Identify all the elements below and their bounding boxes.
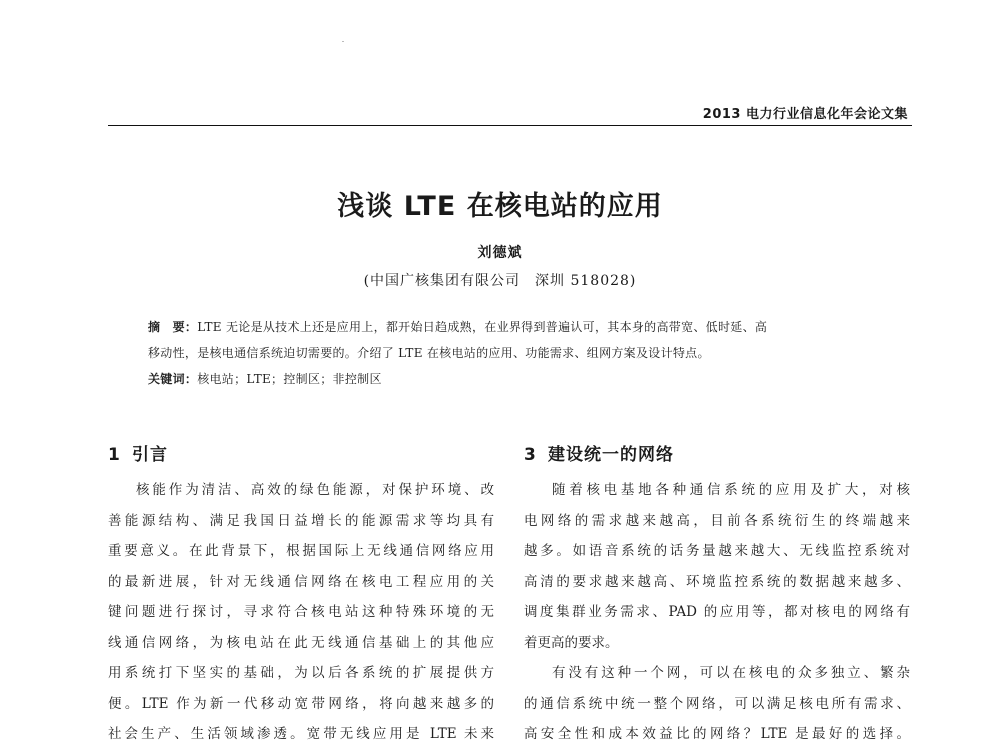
text-line: 调度集群业务需求、PAD 的应用等，都对核电的网络有 <box>524 604 910 620</box>
text-line: 的通信系统中统一整个网络，可以满足核电所有需求、 <box>524 695 910 712</box>
section-title: 建设统一的网络 <box>548 445 674 465</box>
section-heading-unified-network <box>524 440 674 465</box>
section-number: 3 <box>524 445 537 465</box>
text-line: 电网络的需求越来越高，目前各系统衍生的终端越来 <box>524 512 910 529</box>
author-affiliation: (中国广核集团有限公司 深圳 518028) <box>363 273 637 289</box>
section-title: 引言 <box>132 445 168 465</box>
text-line: 有没有这种一个网，可以在核电的众多独立、繁杂 <box>552 665 910 681</box>
section-number: 1 <box>108 445 121 465</box>
text-line: 社会生产、生活领域渗透。宽带无线应用是 LTE 未来 <box>108 726 494 742</box>
text-line: 线通信网络，为核电站在此无线通信基础上的其他应 <box>108 634 494 651</box>
running-header: 2013 电力行业信息化年会论文集 <box>702 107 908 122</box>
keywords-line <box>148 366 878 392</box>
scan-speck <box>342 41 344 42</box>
text-line: 的最新进展，针对无线通信网络在核电工程应用的关 <box>108 573 494 590</box>
abstract-line-2: 移动性，是核电通信系统迫切需要的。介绍了 LTE 在核电站的应用、功能需求、组网方案及设计特点。 <box>148 346 710 360</box>
keywords-text: 核电站；LTE；控制区；非控制区 <box>197 372 382 386</box>
abstract-block <box>148 314 878 392</box>
text-line: 善能源结构、满足我国日益增长的能源需求等均具有 <box>108 512 494 529</box>
abstract-line-1 <box>148 314 878 340</box>
abstract-label: 摘 要： <box>148 320 198 334</box>
paper-title: 浅谈 LTE 在核电站的应用 <box>337 191 663 222</box>
text-line: 高安全性和成本效益比的网络？LTE 是最好的选择。 <box>524 726 910 742</box>
text-line: 着更高的要求。 <box>524 634 619 651</box>
text-line: 随着核电基地各种通信系统的应用及扩大，对核 <box>552 482 910 498</box>
text-line: 便。LTE 作为新一代移动宽带网络，将向越来越多的 <box>108 695 494 712</box>
abstract-text-1: LTE 无论是从技术上还是应用上，都开始日趋成熟，在业界得到普遍认可，其本身的高带宽、低时延、高 <box>197 320 768 334</box>
keywords-label: 关键词： <box>148 372 198 386</box>
text-line: 高清的要求越来越高、环境监控系统的数据越来越多、 <box>524 573 910 590</box>
right-column-text <box>524 475 910 750</box>
text-line: 越多。如语音系统的话务量越来越大、无线监控系统对 <box>524 543 910 559</box>
text-line: 核能作为清洁、高效的绿色能源，对保护环境、改 <box>136 482 494 498</box>
text-line: 重要意义。在此背景下，根据国际上无线通信网络应用 <box>108 543 494 559</box>
text-line: 键问题进行探讨，寻求符合核电站这种特殊环境的无 <box>108 604 494 620</box>
section-heading-introduction <box>108 440 168 465</box>
left-column-text <box>108 475 494 750</box>
author-name: 刘德斌 <box>477 245 523 261</box>
text-line: 用系统打下坚实的基础，为以后各系统的扩展提供方 <box>108 665 494 681</box>
header-rule <box>108 125 912 126</box>
